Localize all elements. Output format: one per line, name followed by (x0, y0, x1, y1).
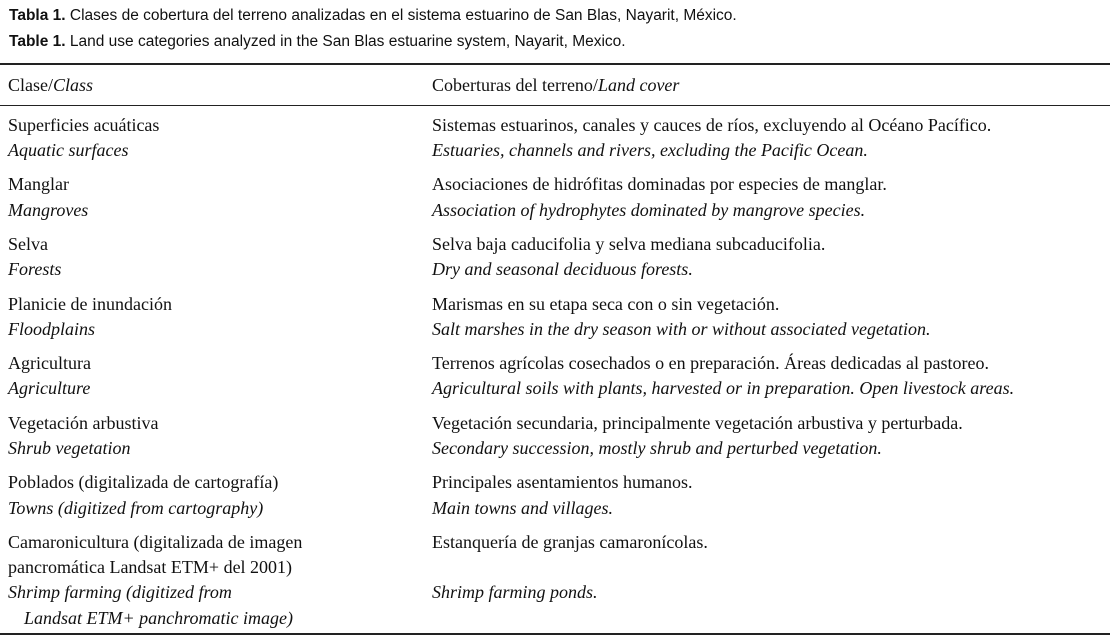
row-class-en: Forests (8, 259, 62, 279)
top-rule (0, 63, 1110, 65)
row-class-en: Shrub vegetation (8, 438, 131, 458)
row-class-es-line1: Camaronicultura (digitalizada de imagen (8, 532, 303, 552)
header-class: Clase/Class (8, 75, 94, 95)
row-class-es: Agricultura (8, 353, 91, 373)
row-class-en: Floodplains (8, 319, 96, 339)
row-cover-en: Association of hydrophytes dominated by mangrove species. (432, 200, 866, 220)
caption-text: Land use categories analyzed in the San Blas estuarine system, Nayarit, Mexico. (69, 33, 626, 50)
row-class-en: Mangroves (8, 200, 89, 220)
header-rule (0, 105, 1110, 106)
table-caption-spanish (9, 6, 737, 26)
row-class-en: Agriculture (8, 378, 91, 398)
caption-label: Table 1. (9, 33, 66, 50)
table-caption-english (9, 32, 626, 52)
row-cover-es: Principales asentamientos humanos. (432, 472, 693, 492)
header-land-cover: Coberturas del terreno/Land cover (432, 75, 680, 95)
row-cover-es: Sistemas estuarinos, canales y cauces de ríos, excluyendo al Océano Pacífico. (432, 115, 992, 135)
row-cover-es: Selva baja caducifolia y selva mediana subcaducifolia. (432, 234, 826, 254)
row-class-es: Poblados (digitalizada de cartografía) (8, 472, 279, 492)
row-cover-en: Secondary succession, mostly shrub and perturbed vegetation. (432, 438, 882, 458)
row-cover-en: Dry and seasonal deciduous forests. (432, 259, 693, 279)
row-class-es: Superficies acuáticas (8, 115, 160, 135)
row-class-en: Aquatic surfaces (8, 140, 129, 160)
row-class-es: Planicie de inundación (8, 294, 172, 314)
row-cover-en: Shrimp farming ponds. (432, 582, 598, 602)
caption-label: Tabla 1. (9, 7, 66, 24)
row-cover-es: Vegetación secundaria, principalmente vegetación arbustiva y perturbada. (432, 413, 963, 433)
row-class-en-line2: Landsat ETM+ panchromatic image) (24, 608, 293, 628)
row-cover-en: Main towns and villages. (432, 498, 613, 518)
row-cover-es: Asociaciones de hidrófitas dominadas por especies de manglar. (432, 174, 887, 194)
row-class-en: Towns (digitized from cartography) (8, 498, 264, 518)
row-class-es: Vegetación arbustiva (8, 413, 159, 433)
caption-text: Clases de cobertura del terreno analizadas en el sistema estuarino de San Blas, Nayarit, México. (69, 7, 737, 24)
row-cover-es: Estanquería de granjas camaronícolas. (432, 532, 708, 552)
row-class-es-line2: pancromática Landsat ETM+ del 2001) (8, 557, 293, 577)
row-class-es: Selva (8, 234, 48, 254)
row-cover-en: Estuaries, channels and rivers, excluding the Pacific Ocean. (432, 140, 868, 160)
bottom-rule (0, 633, 1110, 635)
row-cover-es: Terrenos agrícolas cosechados o en preparación. Áreas dedicadas al pastoreo. (432, 353, 989, 373)
row-class-en-line1: Shrimp farming (digitized from (8, 582, 232, 602)
row-cover-en: Salt marshes in the dry season with or without associated vegetation. (432, 319, 931, 339)
row-cover-en: Agricultural soils with plants, harvested or in preparation. Open livestock areas. (432, 378, 1015, 398)
row-class-es: Manglar (8, 174, 69, 194)
row-cover-es: Marismas en su etapa seca con o sin vegetación. (432, 294, 780, 314)
